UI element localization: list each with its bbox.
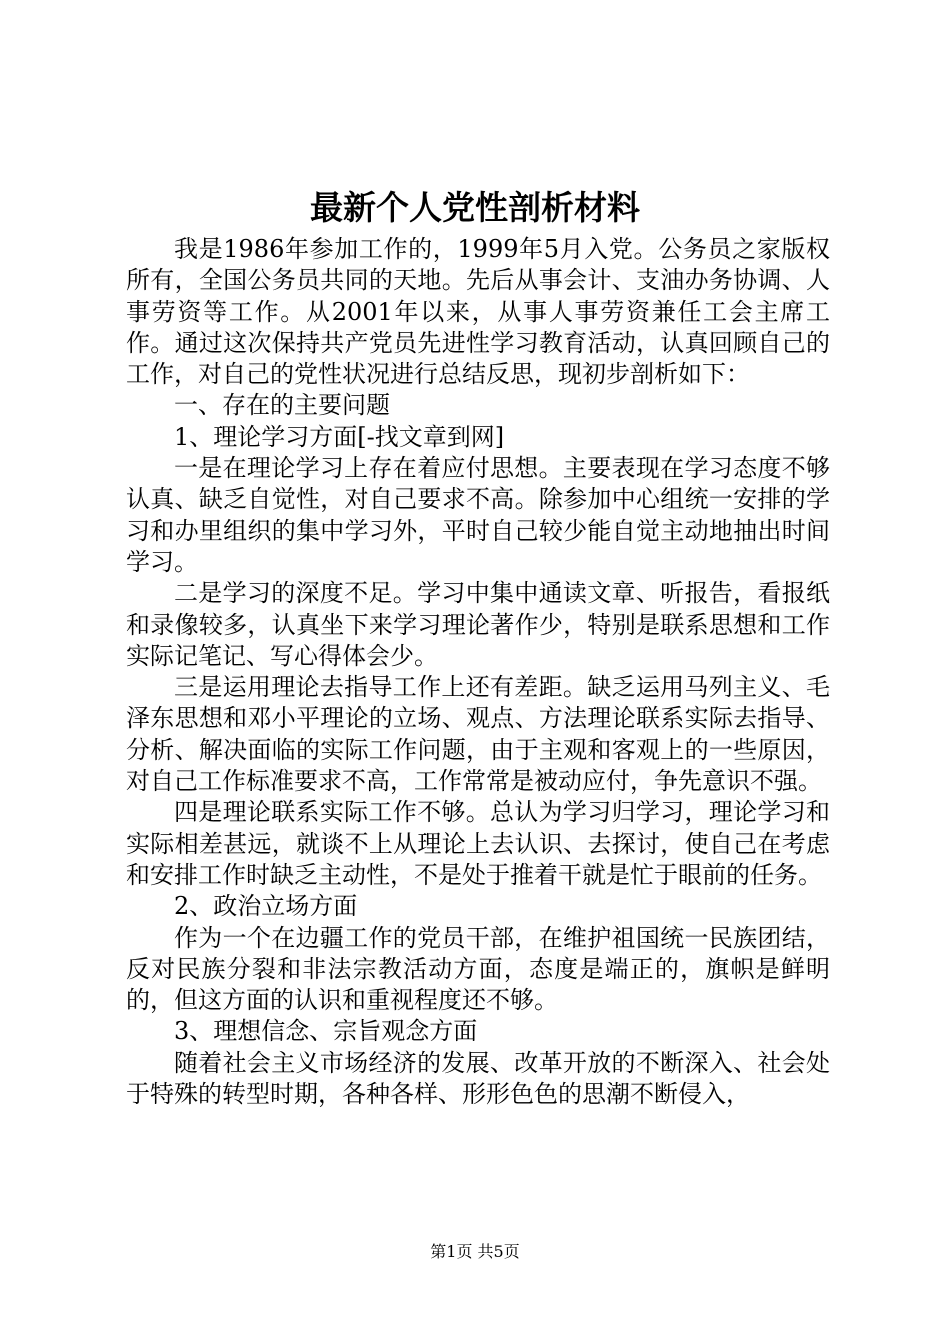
paragraph-political-stance: 作为一个在边疆工作的党员干部，在维护祖国统一民族团结，反对民族分裂和非法宗教活动方面，态度是端正的，旗帜是鲜明的，但这方面的认识和重视程度还不够。 bbox=[126, 923, 830, 1015]
paragraph-point-three: 三是运用理论去指导工作上还有差距。缺乏运用马列主义、毛泽东思想和邓小平理论的立场、观点、方法理论联系实际去指导、分析、解决面临的实际工作问题，由于主观和客观上的一些原因，对自己工作标准要求不高，工作常常是被动应付，争先意识不强。 bbox=[126, 673, 830, 796]
paragraph-point-one: 一是在理论学习上存在着应付思想。主要表现在学习态度不够认真、缺乏自觉性，对自己要求不高。除参加中心组统一安排的学习和办里组织的集中学习外，平时自己较少能自觉主动地抽出时间学习。 bbox=[126, 454, 830, 576]
paragraph-ideals-beliefs: 随着社会主义市场经济的发展、改革开放的不断深入、社会处于特殊的转型时期，各种各样、形形色色的思潮不断侵入， bbox=[126, 1048, 830, 1109]
heading-ideals-beliefs: 3、理想信念、宗旨观念方面 bbox=[174, 1017, 478, 1046]
document-body bbox=[126, 234, 830, 1110]
heading-political-stance: 2、政治立场方面 bbox=[174, 892, 358, 921]
page-footer: 第1页 共5页 bbox=[430, 1242, 520, 1261]
heading-theory-study: 1、理论学习方面[-找文章到网] bbox=[174, 422, 505, 451]
heading-main-problems: 一、存在的主要问题 bbox=[174, 391, 390, 420]
paragraph-point-two: 二是学习的深度不足。学习中集中通读文章、听报告，看报纸和录像较多，认真坐下来学习理论著作少，特别是联系思想和工作实际记笔记、写心得体会少。 bbox=[126, 579, 830, 670]
paragraph-intro: 我是1986年参加工作的，1999年5月入党。公务员之家版权所有，全国公务员共同的天地。先后从事会计、支油办务协调、人事劳资等工作。从2001年以来，从事人事劳资兼任工会主席工作。通过这次保持共产党员先进性学习教育活动，认真回顾自己的工作，对自己的党性状况进行总结反思，现初步剖析如下： bbox=[126, 235, 830, 389]
paragraph-point-four: 四是理论联系实际工作不够。总认为学习归学习，理论学习和实际相差甚远，就谈不上从理论上去认识、去探讨，使自己在考虑和安排工作时缺乏主动性，不是处于推着干就是忙于眼前的任务。 bbox=[126, 798, 830, 889]
document-title: 最新个人党性剖析材料 bbox=[310, 188, 640, 227]
